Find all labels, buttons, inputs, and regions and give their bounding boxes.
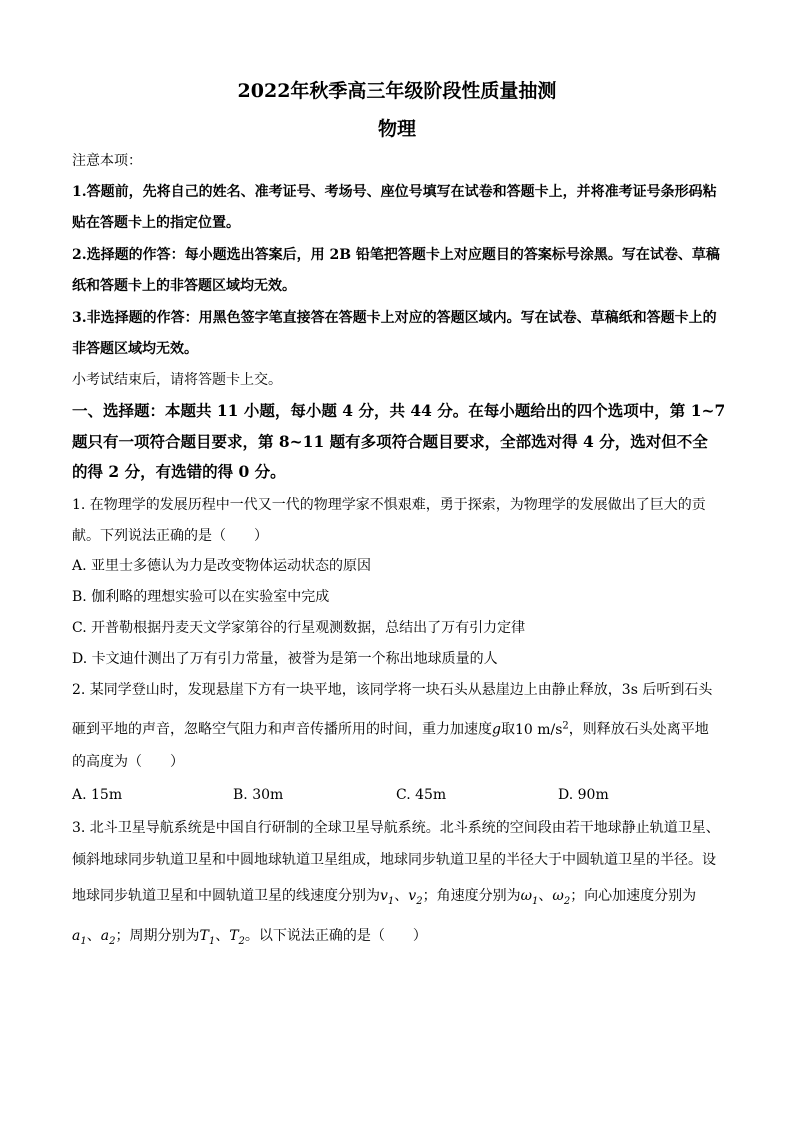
- exam-title: 2022年秋季高三年级阶段性质量抽测: [237, 80, 557, 102]
- notice-item-2-line-1: 2.选择题的作答：每小题选出答案后，用 2B 铅笔把答题卡上对应题目的答案标号涂黑。写在试卷、草稿: [72, 247, 720, 263]
- q2-option-b: B. 30m: [233, 787, 284, 803]
- q2-option-a: A. 15m: [72, 787, 123, 803]
- symbol-t2: $T_2$: [229, 928, 245, 947]
- symbol-v1: $v_1$: [380, 888, 395, 907]
- q1-option-d: D. 卡文迪什测出了万有引力常量，被誉为是第一个称出地球质量的人: [72, 651, 498, 667]
- q3-stem-line-2: 倾斜地球同步轨道卫星和中圆地球轨道卫星组成，地球同步轨道卫星的半径大于中圆轨道卫星的半径。设: [72, 852, 716, 868]
- q2-stem-line-1: 2. 某同学登山时，发现悬崖下方有一块平地，该同学将一块石头从悬崖边上由静止释放，3s 后听到石头: [72, 682, 713, 698]
- notice-end-line: 小考试结束后，请将答题卡上交。: [72, 372, 282, 388]
- notice-heading: 注意本项：: [72, 153, 142, 169]
- symbol-a2: $a_2$: [100, 928, 116, 947]
- notice-item-2-line-2: 纸和答题卡上的非答题区域均无效。: [72, 278, 296, 294]
- q3-text-a: 地球同步轨道卫星和中圆轨道卫星的线速度分别为: [72, 888, 380, 904]
- notice-item-1-line-2: 贴在答题卡上的指定位置。: [72, 215, 240, 231]
- q1-option-b: B. 伽利略的理想实验可以在实验室中完成: [72, 589, 330, 605]
- notice-item-3-line-2: 非答题区域均无效。: [72, 341, 198, 357]
- q3-text-c: ；向心加速度分别为: [570, 888, 697, 904]
- notice-item-3-line-1: 3.非选择题的作答：用黑色签字笔直接答在答题卡上对应的答题区域内。写在试卷、草稿纸和答题卡上的: [72, 310, 717, 326]
- section-1-line-3: 的得 2 分，有选错的得 0 分。: [72, 462, 286, 481]
- symbol-v2: $v_2$: [408, 888, 423, 907]
- q3-text-e: 。以下说法正确的是（ ）: [244, 928, 427, 944]
- gravity-value: 10 $m/s^2$: [514, 720, 569, 738]
- q2-text-b: 取: [500, 721, 515, 738]
- q2-text-a: 砸到平地的声音，忽略空气阻力和声音传播所用的时间，重力加速度: [72, 721, 492, 738]
- section-1-line-2: 题只有一项符合题目要求，第 8~11 题有多项符合题目要求，全部选对得 4 分，选对但不全: [72, 432, 708, 451]
- gravity-symbol: g: [492, 721, 501, 738]
- q1-stem-line-2: 献。下列说法正确的是（ ）: [72, 528, 268, 544]
- q3-text-b: ；角速度分别为: [422, 888, 521, 904]
- q3-stem-line-3: 地球同步轨道卫星和中圆轨道卫星的线速度分别为$v_1$、$v_2$；角速度分别为$\omega_1$、$\omega_2$；向心加速度分别为: [72, 888, 697, 907]
- symbol-t1: $T_1$: [199, 928, 216, 947]
- notice-item-1-line-1: 1.答题前，先将自己的姓名、准考证号、考场号、座位号填写在试卷和答题卡上，并将准考证号条形码粘: [72, 184, 717, 200]
- q3-text-d: ；周期分别为: [115, 928, 200, 944]
- q2-stem-line-2: [72, 716, 709, 740]
- q2-text-c: ，则释放石头处离平地: [568, 721, 709, 738]
- symbol-a1: $a_1$: [72, 928, 87, 947]
- q2-option-c: C. 45m: [396, 787, 447, 803]
- symbol-omega2: $\omega_2$: [552, 888, 571, 907]
- q2-option-d: D. 90m: [558, 787, 609, 803]
- subject-title: 物理: [377, 118, 416, 140]
- q1-option-c: C. 开普勒根据丹麦天文学家第谷的行星观测数据，总结出了万有引力定律: [72, 620, 526, 636]
- q1-option-a: A. 亚里士多德认为力是改变物体运动状态的原因: [72, 558, 372, 574]
- q1-stem-line-1: 1. 在物理学的发展历程中一代又一代的物理学家不惧艰难，勇于探索，为物理学的发展做出了巨大的贡: [72, 497, 706, 513]
- q3-stem-line-4: $a_1$、$a_2$；周期分别为$T_1$、$T_2$。以下说法正确的是（ ）: [72, 928, 427, 947]
- symbol-omega1: $\omega_1$: [520, 888, 539, 907]
- q3-stem-line-1: 3. 北斗卫星导航系统是中国自行研制的全球卫星导航系统。北斗系统的空间段由若干地球静止轨道卫星、: [72, 820, 720, 836]
- section-1-line-1: 一、选择题：本题共 11 小题，每小题 4 分，共 44 分。在每小题给出的四个选项中，第 1~7: [72, 401, 726, 420]
- q2-stem-line-3: 的高度为（ ）: [72, 754, 184, 770]
